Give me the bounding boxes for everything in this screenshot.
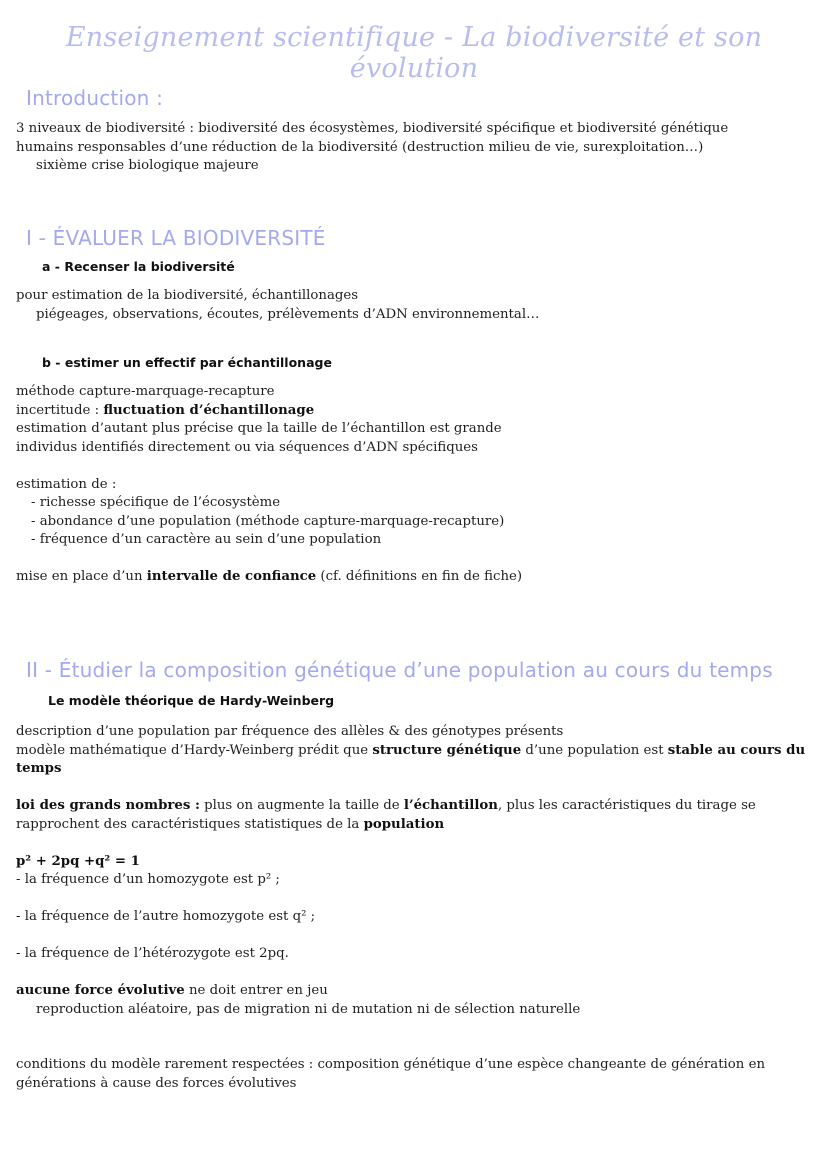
intro-block <box>16 120 816 176</box>
list-item: - fréquence d’un caractère au sein d’une population <box>31 532 382 547</box>
formula <box>16 853 816 872</box>
list-item: - richesse spécifique de l’écosystème <box>31 495 281 510</box>
lgn-term-3: population <box>363 816 445 832</box>
frequency-line: - la fréquence de l’hétérozygote est 2pq. <box>16 946 289 961</box>
hw-term-2: stable au cours du temps <box>16 742 806 776</box>
frequency-line: - la fréquence d’un homozygote est p² ; <box>16 872 280 887</box>
force-post: ne doit entrer en jeu <box>184 983 328 998</box>
subsection-b-heading: b - estimer un effectif par échantillonage <box>42 355 332 370</box>
hw-pre: modèle mathématique d’Hardy-Weinberg prédit que <box>16 742 373 758</box>
incertitude-label: incertitude : <box>16 402 104 418</box>
ic-post: (cf. définitions en fin de fiche) <box>316 569 523 584</box>
hardy-weinberg-line <box>16 742 816 779</box>
incertitude-term: fluctuation d’échantillonage <box>103 402 315 418</box>
intro-heading: Introduction : <box>26 86 164 110</box>
conditions-line: conditions du modèle rarement respectées : composition génétique d’une espèce changeante de génération en générations à cause des forces évolutives <box>16 1057 766 1091</box>
ic-term: intervalle de confiance <box>146 569 317 584</box>
estimation-label: estimation de : <box>16 476 117 492</box>
section-2-block <box>16 723 816 1093</box>
force-term: aucune force évolutive <box>16 983 185 998</box>
confidence-line <box>16 568 816 587</box>
text-line: individus identifiés directement ou via séquences d’ADN spécifiques <box>16 439 479 455</box>
section-2-heading: II - Étudier la composition génétique d’une population au cours du temps <box>26 658 773 682</box>
law-large-numbers <box>16 797 816 834</box>
frequency-line: - la fréquence de l’autre homozygote est q² ; <box>16 909 316 924</box>
lgn-term-2: l’échantillon <box>403 798 498 813</box>
subsection-a-block <box>16 287 816 324</box>
intro-line: sixième crise biologique majeure <box>36 158 259 173</box>
subsection-b-block <box>16 383 816 587</box>
section-1-heading: I - ÉVALUER LA BIODIVERSITÉ <box>26 226 326 250</box>
subsection-hw-heading: Le modèle théorique de Hardy-Weinberg <box>48 693 335 708</box>
incertitude-line <box>16 402 816 421</box>
lgn-mid: plus on augmente la taille de <box>199 798 404 813</box>
intro-line: 3 niveaux de biodiversité : biodiversité des écosystèmes, biodiversité spécifique et biodiversité génétique <box>16 121 729 136</box>
hw-term-1: structure génétique <box>372 742 522 758</box>
ic-pre: mise en place d’un <box>16 569 147 584</box>
list-item: - abondance d’une population (méthode capture-marquage-recapture) <box>31 513 505 529</box>
lgn-mid-2: , plus les caractéristiques du tirage se rapprochent des caractéristiques statistiques de la <box>16 798 756 832</box>
text-line: reproduction aléatoire, pas de migration ni de mutation ni de sélection naturelle <box>36 1001 581 1017</box>
subsection-a-heading: a - Recenser la biodiversité <box>42 259 235 274</box>
text-line: estimation d’autant plus précise que la taille de l’échantillon est grande <box>16 421 502 436</box>
text-line: méthode capture-marquage-recapture <box>16 384 275 399</box>
text-line: pour estimation de la biodiversité, échantillonages <box>16 288 359 303</box>
hw-mid: d’une population est <box>521 742 668 758</box>
page-title: Enseignement scientifique - La biodiversité et son évolution <box>65 22 763 84</box>
force-line <box>16 982 816 1001</box>
intro-line: humains responsables d’une réduction de la biodiversité (destruction milieu de vie, surexploitation…) <box>16 139 704 155</box>
formula-text: p² + 2pq +q² = 1 <box>16 853 140 869</box>
text-line: piégeages, observations, écoutes, prélèvements d’ADN environnemental… <box>36 306 540 322</box>
text-line: description d’une population par fréquence des allèles & des génotypes présents <box>16 724 564 739</box>
lgn-term: loi des grands nombres : <box>16 798 200 813</box>
